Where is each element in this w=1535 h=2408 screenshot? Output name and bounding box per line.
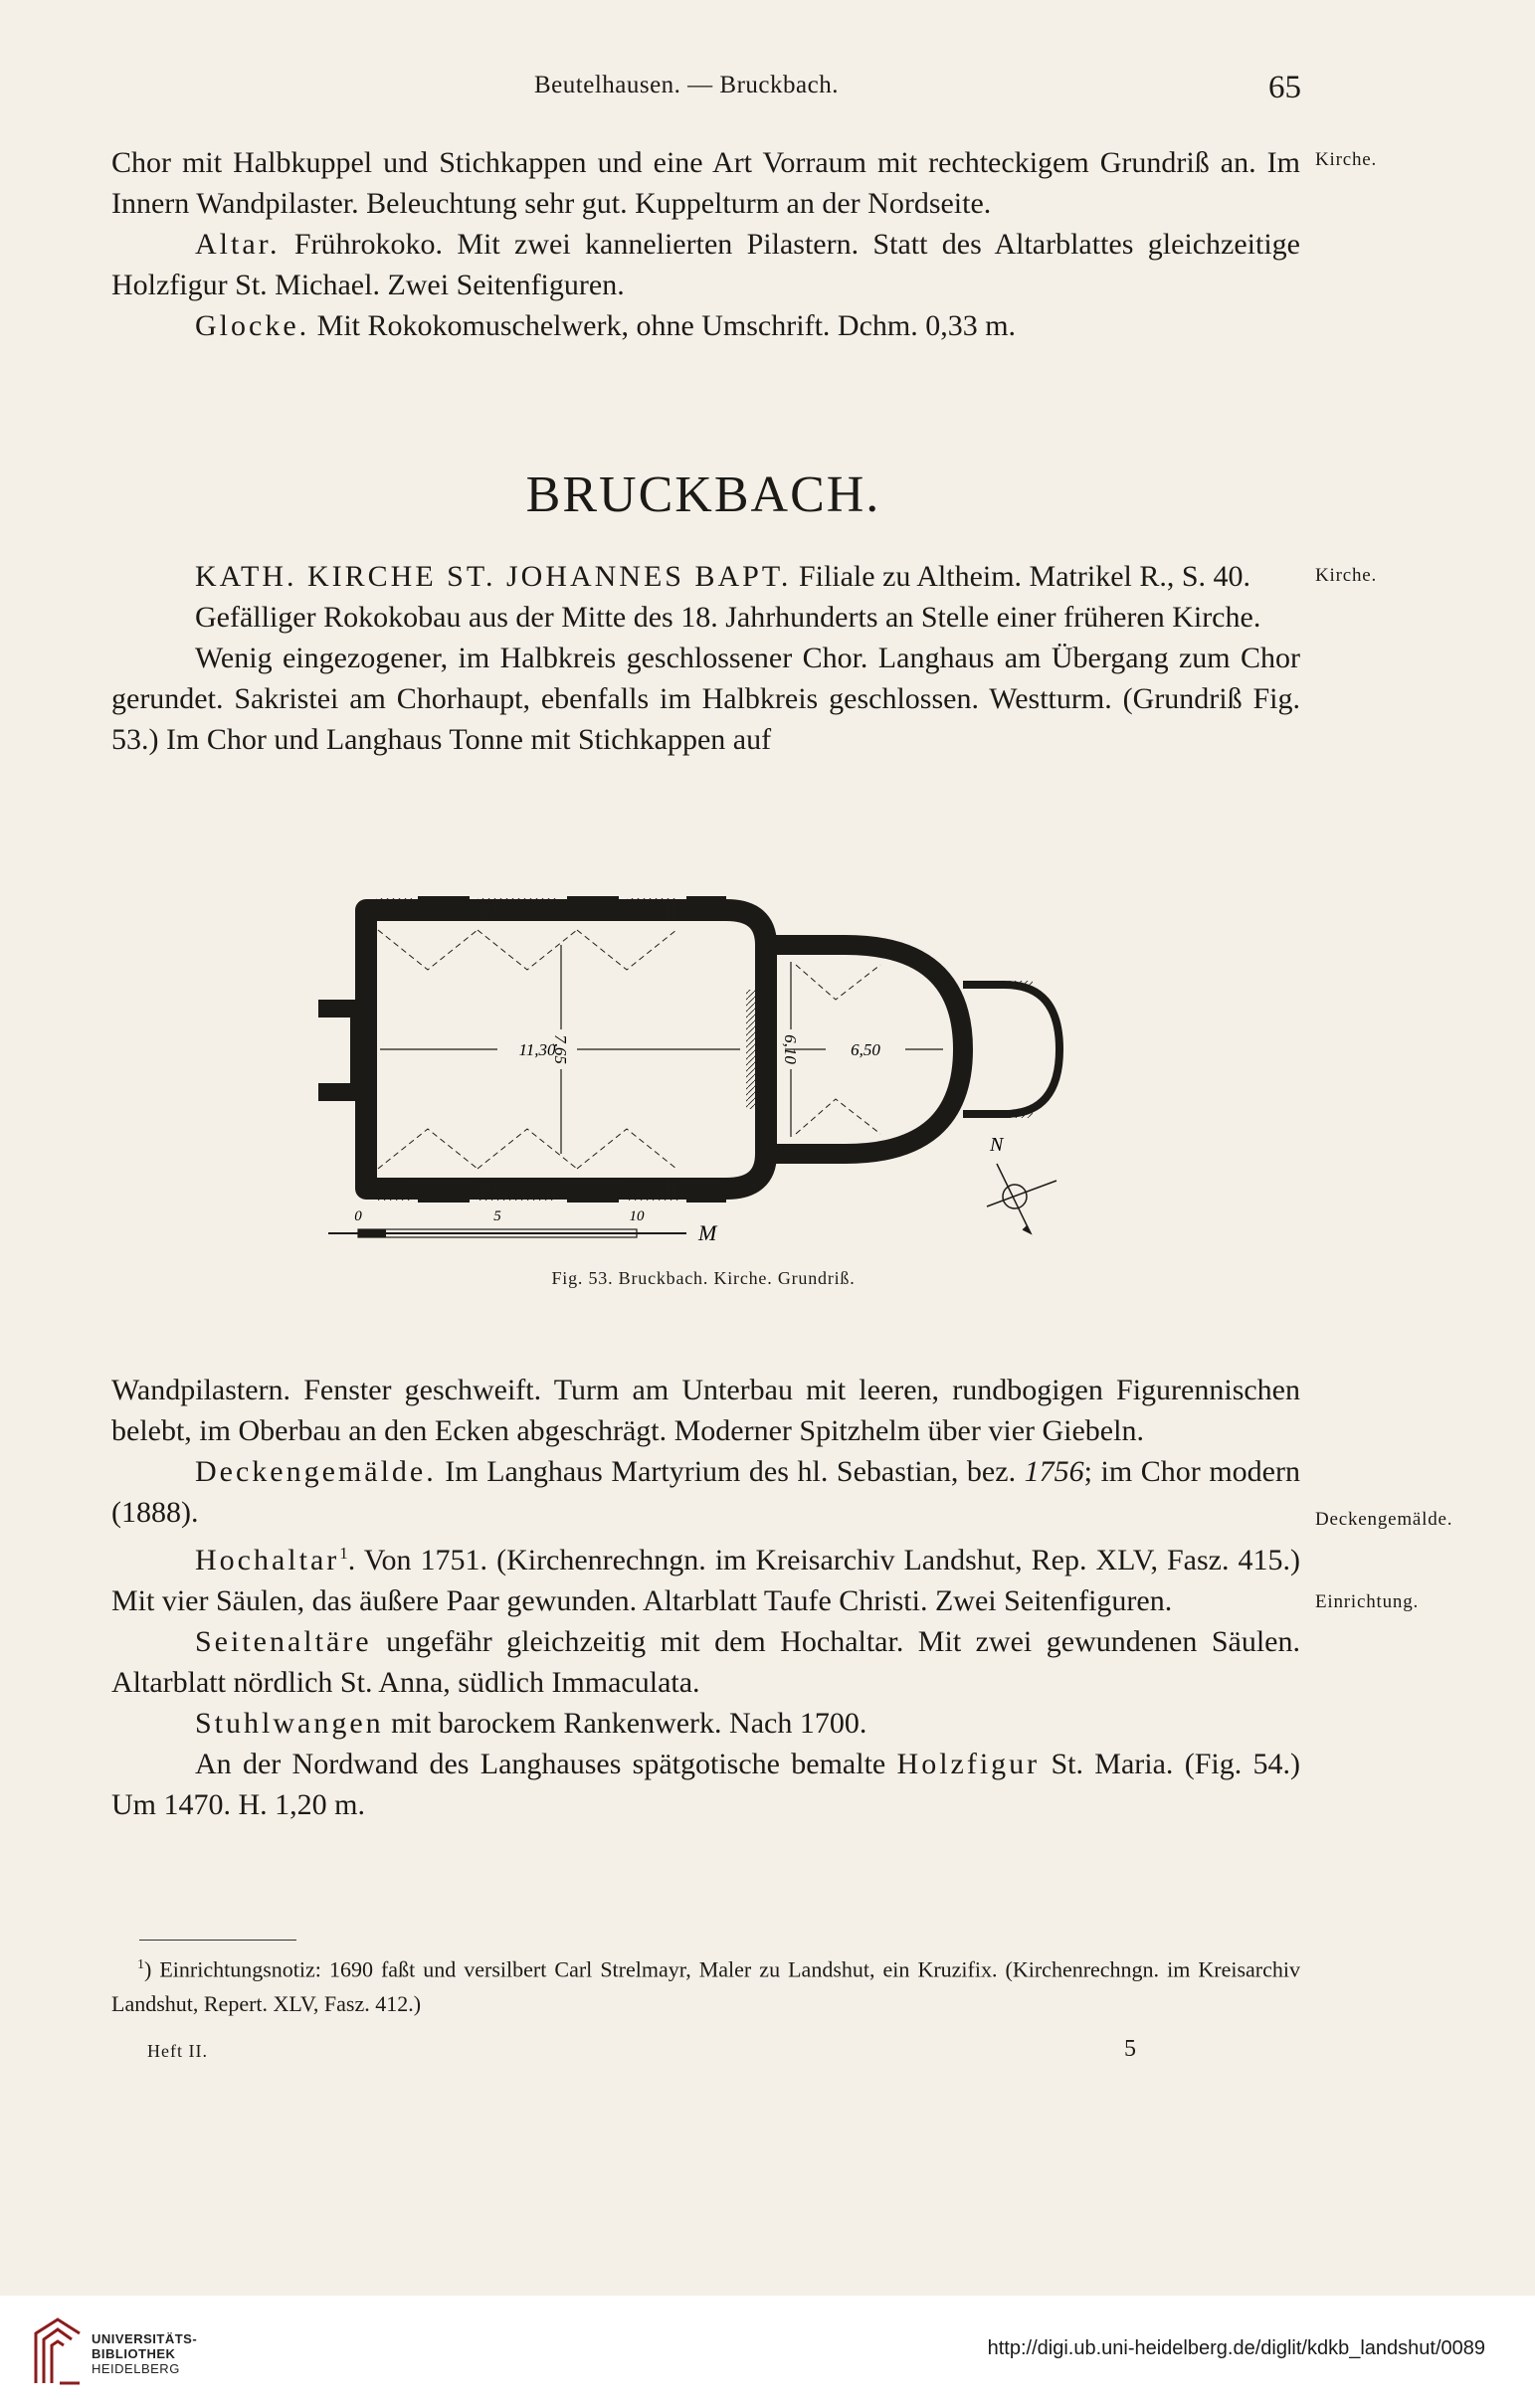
margin-note-einrichtung: Einrichtung. xyxy=(1315,1591,1420,1612)
text-block-bottom xyxy=(111,1370,1300,1825)
paragraph-altar: Altar. Frührokoko. Mit zwei kannelierten Pilastern. Statt des Altarblattes gleichzeitige Holzfigur St. Michael. Zwei Seitenfiguren. xyxy=(111,228,1300,301)
scale-label-5: 5 xyxy=(493,1208,501,1224)
scale-unit: M xyxy=(698,1220,717,1245)
scale-label-0: 0 xyxy=(354,1208,362,1224)
paragraph-bau: Gefälliger Rokokobau aus der Mitte des 18. Jahrhunderts an Stelle einer früheren Kirche. xyxy=(195,601,1261,634)
dim-choir-length: 6,50 xyxy=(851,1040,880,1059)
paragraph-choir: Chor mit Halbkuppel und Stichkappen und eine Art Vorraum mit rechteckigem Grundriß an. Im Innern Wandpilaster. Beleuchtung sehr gut. Kuppelturm an der Nordseite. xyxy=(111,146,1300,220)
text-block-top xyxy=(111,142,1300,346)
figure-caption: Fig. 53. Bruckbach. Kirche. Grundriß. xyxy=(551,1268,856,1288)
signature-mark: Heft II. xyxy=(147,2041,208,2061)
north-label: N xyxy=(990,1134,1004,1156)
page-number: 65 xyxy=(1268,70,1301,105)
paragraph-glocke: Glocke. Mit Rokokomuschelwerk, ohne Umschrift. Dchm. 0,33 m. xyxy=(195,309,1017,342)
dim-choir-width: 6,10 xyxy=(781,1034,800,1064)
running-header xyxy=(0,72,1535,111)
margin-note-kirche-2: Kirche. xyxy=(1315,565,1378,586)
section-heading: BRUCKBACH. xyxy=(525,466,881,523)
footnote-rule xyxy=(139,1940,296,1941)
permalink-url[interactable]: http://digi.ub.uni-heidelberg.de/diglit/kdkb_landshut/0089 xyxy=(987,2337,1485,2359)
paragraph-hochaltar: Hochaltar$^1$. Von 1751. (Kirchenrechngn. im Kreisarchiv Landshut, Rep. XLV, Fasz. 415.) Mit vier Säulen, das äußere Paar gewunden. Altarblatt Taufe Christi. Zwei Seitenfiguren. xyxy=(111,1544,1300,1617)
paragraph-seitenaltaere: Seitenaltäre ungefähr gleichzeitig mit dem Hochaltar. Mit zwei gewundenen Säulen. Altarblatt nördlich St. Anna, südlich Immaculata. xyxy=(111,1625,1300,1699)
dim-nave-length: 11,30 xyxy=(518,1040,556,1059)
paragraph-intro: KATH. KIRCHE ST. JOHANNES BAPT. Filiale zu Altheim. Matrikel R., S. 40. xyxy=(195,560,1251,593)
paragraph-deckengemaelde: Deckengemälde. Im Langhaus Martyrium des hl. Sebastian, bez. 1756; im Chor modern (1888). xyxy=(111,1455,1300,1529)
text-block-mid xyxy=(111,556,1300,760)
margin-note-deckengemaelde: Deckengemälde. xyxy=(1315,1509,1453,1530)
paragraph-holzfigur: An der Nordwand des Langhauses spätgotische bemalte Holzfigur St. Maria. (Fig. 54.) Um 1470. H. 1,20 m. xyxy=(111,1748,1300,1821)
sheet-number: 5 xyxy=(1124,2036,1136,2062)
scale-bar xyxy=(328,1229,686,1237)
scale-label-10: 10 xyxy=(629,1208,645,1224)
viewer-footer xyxy=(0,2296,1535,2408)
dim-nave-width: 7,65 xyxy=(551,1034,570,1064)
sacristy xyxy=(963,981,1059,1118)
header-title: Beutelhausen. — Bruckbach. xyxy=(534,72,839,98)
north-arrow-icon xyxy=(987,1164,1056,1233)
library-logo-icon[interactable] xyxy=(28,2314,88,2389)
floor-plan-figure xyxy=(318,890,1114,1263)
footnote: $^1$) Einrichtungsnotiz: 1690 faßt und versilbert Carl Strelmayr, Maler zu Landshut, ein Kruzifix. (Kirchenrechngn. im Kreisarchiv Landshut, Repert. XLV, Fasz. 412.) xyxy=(111,1956,1300,2017)
paragraph-wandpilastern: Wandpilastern. Fenster geschweift. Turm am Unterbau mit leeren, rundbogigen Figurennischen belebt, im Oberbau an den Ecken abgeschrägt. Moderner Spitzhelm über vier Giebeln. xyxy=(111,1374,1300,1447)
paragraph-chor: Wenig eingezogener, im Halbkreis geschlossener Chor. Langhaus am Übergang zum Chor gerundet. Sakristei am Chorhaupt, ebenfalls im Halbkreis geschlossen. Westturm. (Grundriß Fig. 53.) Im Chor und Langhaus Tonne mit Stichkappen auf xyxy=(111,642,1300,756)
margin-note-kirche: Kirche. xyxy=(1315,149,1378,170)
paragraph-stuhlwangen: Stuhlwangen mit barockem Rankenwerk. Nach 1700. xyxy=(195,1707,867,1740)
library-name[interactable]: UNIVERSITÄTS- BIBLIOTHEK HEIDELBERG xyxy=(92,2331,198,2376)
